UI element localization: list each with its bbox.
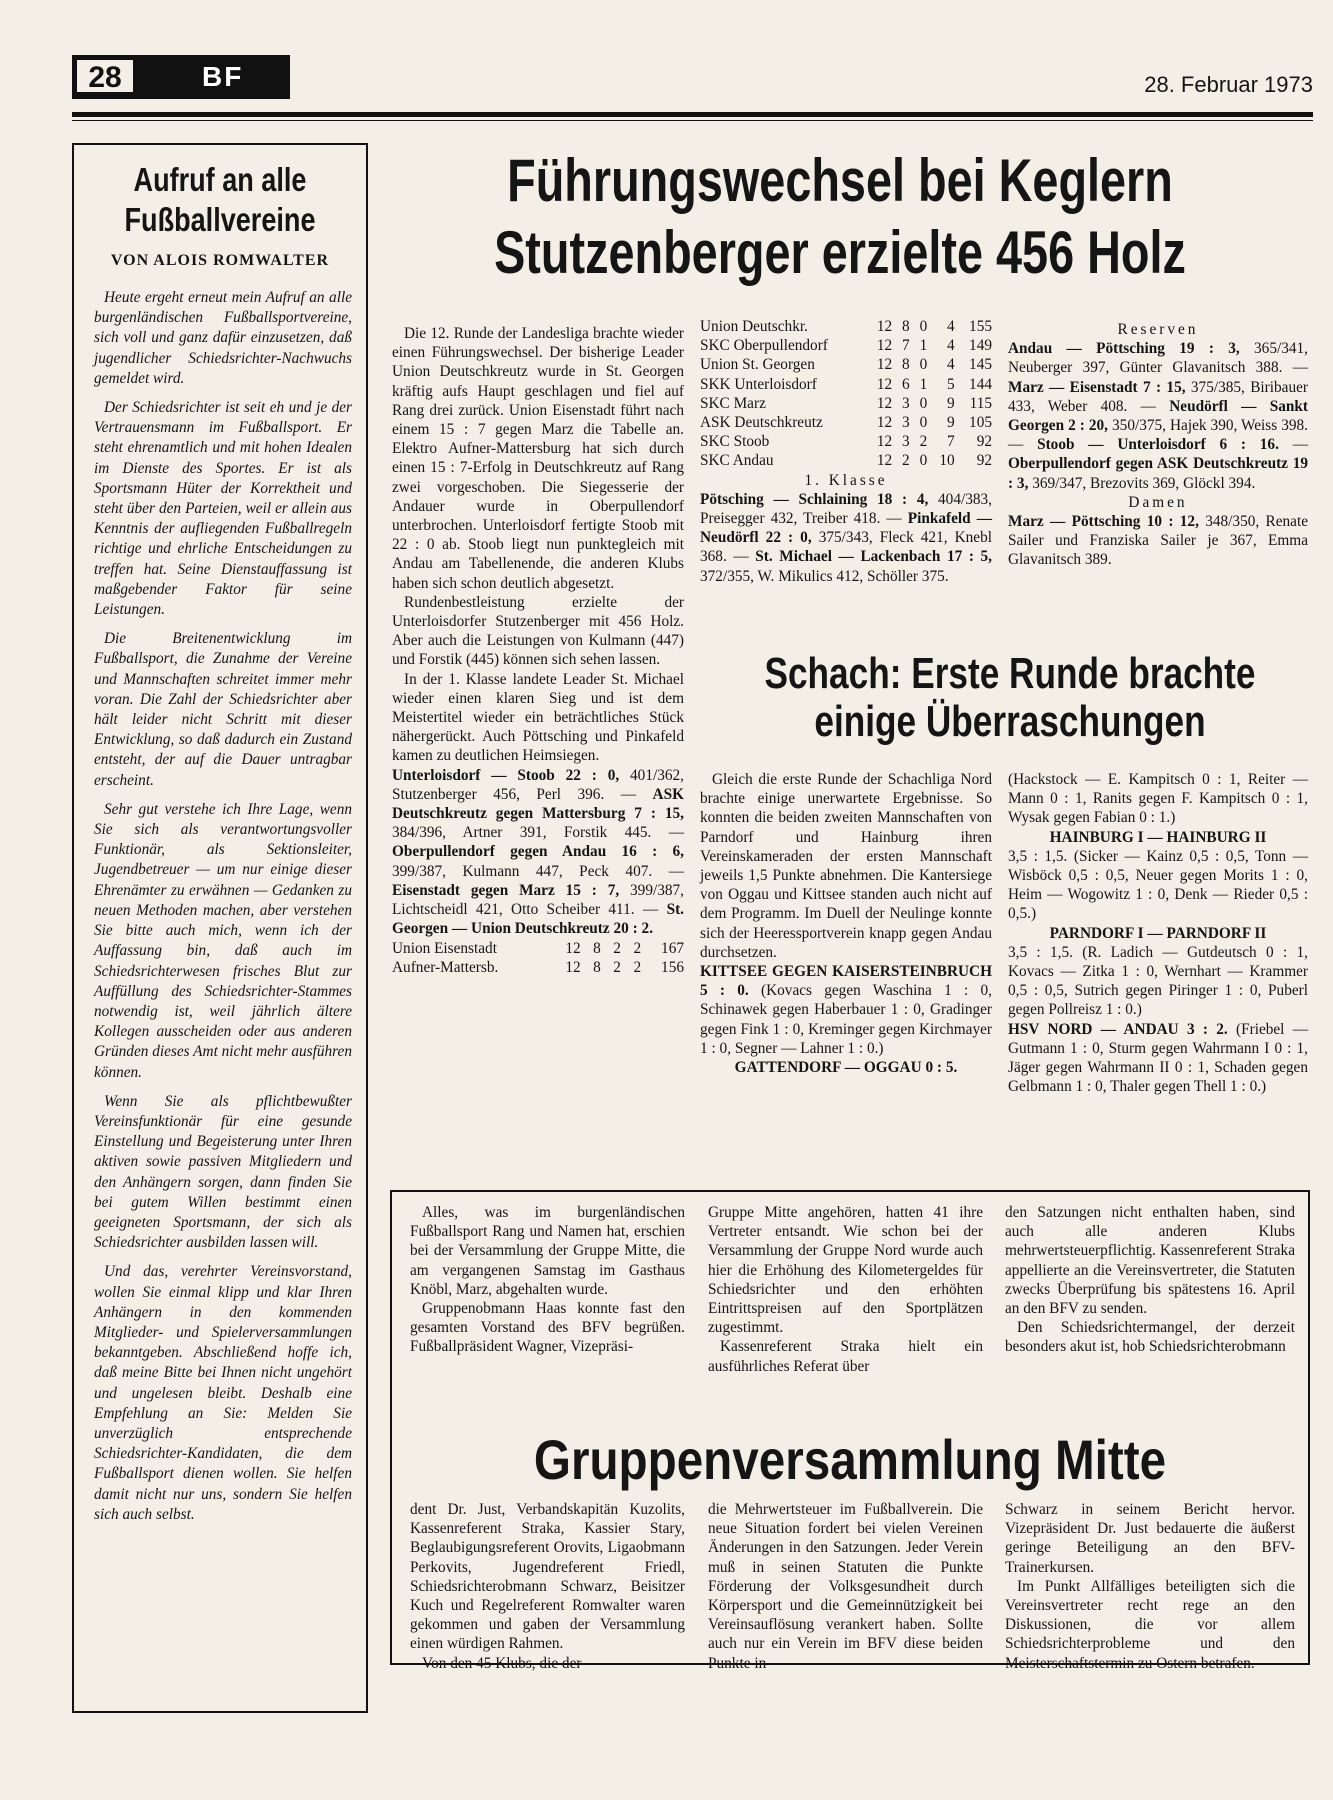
points: 92: [976, 433, 992, 451]
team-name: SKK Unterloisdorf: [700, 375, 817, 393]
aufruf-paragraph: Und das, verehrter Vereinsvorstand, wollen Sie einmal klipp und klar Ihren Anhängern in den kommenden Mitglieder- und Spielerversammlungen bekanntgeben. Abschließend hoffe ich, daß meine Bitte bei Ihnen nicht ungehört und ungelesen bleibt. Deshalb eine Empfehlung an Sie: Melden Sie unverzüglich entsprechende Schiedsrichter-Kandidaten, die dem Fußballsport dienen wollen. Sie helfen damit nicht nur uns, sondern Sie helfen sich auch selbst.: [94, 1263, 352, 1523]
schach-column-1: [700, 770, 992, 1077]
schach-hainburg-heading: HAINBURG I — HAINBURG II: [1049, 828, 1267, 846]
result-detail: 401/362, Stutzenberger 456, Perl 396. —: [392, 766, 684, 803]
points: 167: [661, 939, 684, 957]
result-match: Pinkafeld — Neudörfl 22 : 0,: [700, 510, 992, 547]
section-label: BF: [202, 61, 244, 92]
result-detail: 375/385, Biribauer 433, Weber 408. —: [1008, 378, 1308, 415]
schach-gattendorf-detail: (Hackstock — E. Kampitsch 0 : 1, Reiter — Mann 0 : 1, Ranits gegen F. Kampitsch 0 : 1, Wysak gegen Fabian 0 : 1.): [1008, 771, 1308, 827]
aufruf-author: VON ALOIS ROMWALTER: [110, 252, 330, 269]
wins: 8: [593, 939, 601, 957]
games: 12: [876, 318, 893, 335]
games: 12: [876, 394, 893, 412]
points: 155: [969, 318, 992, 335]
draws: 0: [919, 318, 928, 335]
table-row: [700, 317, 992, 336]
page-header-block: [72, 55, 290, 99]
result-match: Marz — Pöttsching 10 : 12,: [1008, 513, 1199, 531]
result-detail: 375/343, Fleck 421, Knebl 368. —: [700, 529, 992, 566]
result-match: Pötsching — Schlaining 18 : 4,: [700, 490, 929, 508]
schach-parndorf-heading: PARNDORF I — PARNDORF II: [1049, 924, 1267, 942]
result-match: Neudörfl — Sankt Georgen 2 : 20,: [1008, 397, 1308, 435]
games: 12: [876, 433, 893, 451]
table-row: [700, 394, 992, 413]
schach-parndorf-detail: 3,5 : 1,5. (R. Ladich — Gutdeutsch 0 : 1, Kovacs — Zitka 1 : 0, Wernhart — Krammer 0,5 : 0,5, Sutrich gegen Piringer 1 : 0, Puberl gegen Pollreisz 1 : 0.): [1008, 943, 1308, 1019]
kegeln-column-3: [1008, 320, 1308, 570]
result-match: Oberpullendorf gegen ASK Deutschkreutz 19 : 3,: [1008, 455, 1308, 492]
games: 12: [565, 939, 581, 957]
losses: 9: [947, 414, 955, 432]
points: 105: [969, 414, 992, 432]
wins: 2: [902, 452, 910, 470]
result-detail: —: [1278, 436, 1308, 454]
gruppe-paragraph: Kassenreferent Straka hielt ein ausführliches Referat über: [708, 1338, 983, 1375]
kegeln-paragraph: Die 12. Runde der Landesliga brachte wieder einen Führungswechsel. Der bisherige Leader Union Deutschkreutz wurde in St. Georgen kräftig aufs Haupt geschlagen und fiel auf Rang drei zurück. Union Eisenstadt führt nach einem 15 : 7 gegen Marz die Tabelle an. Elektro Aufner-Mattersburg hat sich durch einen 15 : 7-Erfolg in Deutschkreutz auf Rang zwei vorgeschoben. Die Siegesserie der Andauer wurde in Oberpullendorf unterbrochen. Unterloisdorf fertigte Stoob mit 22 : 0 ab. Stoob liegt nun punktegleich mit Andau am Tabellenende, die anderen Klubs haben sich schon deutlich abgesetzt.: [392, 325, 684, 592]
result-detail: 369/347, Brezovits 369, Glöckl 394.: [1028, 474, 1256, 492]
wins: 6: [902, 375, 910, 393]
aufruf-paragraph: Sehr gut verstehe ich Ihre Lage, wenn Sie sich als verantwortungsvoller Funktionär, als Sektionsleiter, Jugendbetreuer — um nur einige dieser Ehrenämter zu erwähnen — Gedanken zu neuen Methoden machen, aber verstehen Sie bitte auch mich, wenn ich der Auffassung bin, daß auch im Schiedsrichterwesen frisches Blut zur Auffüllung des Schiedsrichter-Stammes notwendig ist, weil jährlich ältere Kollegen ausscheiden oder aus anderen Gründen dieses Amt nicht mehr ausführen können.: [94, 800, 352, 1081]
schach-column-2: [1008, 770, 1308, 1096]
issue-date: 28. Februar 1973: [1144, 72, 1313, 97]
points: 144: [969, 375, 992, 393]
aufruf-paragraph: Wenn Sie als pflichtbewußter Vereinsfunktionär für eine gesunde Einstellung und Begeisterung unter Ihren aktiven sowie passiven Mitgliedern und den Anhängern sorgen, dann finden Sie bei gutem Willen bestimmt einen geeigneten Sportsmann, der sich als Schiedsrichter ausbilden lassen will.: [94, 1092, 352, 1252]
losses: 4: [947, 318, 955, 335]
match-detail: (Kovacs gegen Waschina 1 : 0, Schinawek gegen Haberbauer 1 : 0, Gradinger gegen Fink 1 : 0, Kreminger gegen Kirchmayer 1 : 0, Segner — Lahner 1 : 0.): [700, 982, 992, 1057]
losses: 4: [947, 337, 955, 355]
losses: 4: [947, 356, 955, 374]
kegeln-paragraph: In der 1. Klasse landete Leader St. Michael wieder einen klaren Sieg und ist dem Meistertitel wieder ein beträchtliches Stück nähergerückt. Auch Pöttsching und Pinkafeld kamen zu deutlichen Heimsiegen.: [392, 670, 684, 765]
reserven-heading: Reserven: [1117, 321, 1199, 338]
schach-gattendorf-heading: GATTENDORF — OGGAU 0 : 5.: [734, 1059, 958, 1077]
wins: 3: [902, 414, 910, 432]
aufruf-title: Aufruf an alle Fußballvereine: [124, 161, 316, 238]
result-detail: 372/355, W. Mikulics 412, Schöller 375.: [700, 567, 949, 585]
result-match: St. Georgen — Union Deutschkreutz 20 : 2.: [392, 901, 684, 938]
reserven-results: [1008, 339, 1308, 493]
games: 12: [876, 414, 893, 432]
match-detail: (Friebel — Gutmann 1 : 0, Sturm gegen Wahrmann I 0 : 1, Jäger gegen Wahrmann II 0 : 1, Schaden gegen Gelbmann 1 : 0, Thaler gegen Thell 1 : 0.): [1008, 1020, 1308, 1096]
kegeln-paragraph: Rundenbestleistung erzielte der Unterloisdorfer Stutzenberger mit 456 Holz. Aber auch die Leistungen von Kulmann (447) und Forstik (445) können sich sehen lassen.: [392, 593, 684, 669]
schach-kittsee: [700, 962, 992, 1058]
schach-hsv: [1008, 1020, 1308, 1097]
result-detail: 404/383, Preisegger 432, Treiber 418. —: [700, 490, 993, 528]
gruppe-paragraph: Alles, was im burgenländischen Fußballsport Rang und Namen hat, erschien bei der Versammlung der Gruppe Mitte, die am vergangenen Samstag im Gasthaus Knöbl, Marz, abgehalten wurde.: [410, 1204, 685, 1298]
kegeln-headline-line2: Stutzenberger erzielte 456 Holz: [494, 219, 1186, 286]
points: 115: [969, 394, 992, 412]
gruppe-paragraph: den Satzungen nicht enthalten haben, sind auch alle anderen Klubs mehrwertsteuerpflichtig. Kassenreferent Straka appellierte an die Vereinsvertreter, die Statuten zwecks Überprüfung bis spätestens 16. April an den BFV zu senden.: [1005, 1204, 1295, 1318]
gruppe-paragraph: die Mehrwertsteuer im Fußballverein. Die neue Situation fordert bei vielen Vereinen Änderungen in den Satzungen. Jeder Verein muß in seinen Statuten die Punkte Förderung der Volksgesundheit durch Körpersport und die Gemeinnützigkeit bei Vereinsauflösung verankert haben. Sollte auch nur ein Verein im BFV diese beiden Punkte in: [708, 1501, 983, 1672]
gruppe-paragraph: dent Dr. Just, Verbandskapitän Kuzolits, Kassenreferent Straka, Kassier Stary, Beglaubigungsreferent Orovits, Ligaobmann Perkovits, Jugendreferent Friedl, Schiedsrichterobmann Schwarz, Beisitzer Kuch und Regelreferent Romwalter waren gekommen und gaben der Versammlung einen würdigen Rahmen.: [410, 1501, 685, 1653]
draws: 0: [919, 356, 928, 374]
losses: 5: [947, 375, 955, 393]
gruppe-paragraph: Von den 45 Klubs, die der: [422, 1654, 582, 1672]
match-heading: HSV NORD — ANDAU 3 : 2.: [1008, 1020, 1228, 1038]
team-name: SKC Andau: [700, 452, 774, 470]
kegeln-column-2: [700, 317, 992, 586]
table-row: [700, 355, 992, 374]
wins: 8: [902, 356, 910, 374]
wins: 7: [902, 337, 910, 355]
gruppe-paragraph: Schwarz in seinem Bericht hervor. Vizepräsident Dr. Just bedauerte die äußerst geringe Beteiligung an den BFV-Trainerkursen.: [1005, 1501, 1295, 1576]
table-row: [700, 336, 992, 355]
team-name: Union Deutschkr.: [700, 318, 808, 335]
points: 156: [661, 958, 684, 976]
draws: 0: [919, 414, 928, 432]
standings-table-part1: [392, 939, 684, 977]
kegeln-column-1: [392, 324, 684, 977]
table-row: [392, 939, 684, 958]
aufruf-paragraph: Heute ergeht erneut mein Aufruf an alle burgenländischen Fußballsportvereine, sich voll und ganz dafür einzusetzen, daß jugendlicher Schiedsrichter-Nachwuchs gemeldet wird.: [94, 289, 352, 387]
gruppe-paragraph: Den Schiedsrichtermangel, der derzeit besonders akut ist, hob Schiedsrichterobmann: [1005, 1319, 1295, 1356]
result-detail: 365/341, Neuberger 397, Günter Glavanitsch 388. —: [1008, 340, 1308, 377]
gruppe-paragraph: Gruppe Mitte angehören, hatten 41 ihre Vertreter entsandt. Wie schon bei der Versammlung der Gruppe Nord wurde auch hier die Erhöhung des Kilometergeldes für Schiedsrichter und den erhöhten Eintrittspreisen auf den Sportplätzen zugestimmt.: [708, 1204, 983, 1337]
team-name: SKC Marz: [700, 394, 766, 412]
draws: 0: [919, 394, 928, 412]
draws: 0: [919, 452, 928, 470]
standings-table-part2: [700, 317, 992, 471]
points: 145: [969, 356, 992, 374]
gruppe-lower-col-1: [410, 1500, 685, 1673]
gruppe-lower-col-2: [708, 1500, 983, 1673]
result-detail: 350/375, Hajek 390, Weiss 398. —: [1008, 417, 1308, 454]
result-detail: 384/396, Artner 391, Forstik 445. —: [392, 824, 684, 842]
points: 149: [969, 337, 992, 355]
match-heading: KITTSEE GEGEN KAISERSTEINBRUCH 5 : 0.: [700, 963, 992, 1000]
result-detail: 348/350, Renate Sailer und Franziska Sailer je 367, Emma Glavanitsch 389.: [1008, 513, 1308, 569]
draws: 2: [613, 939, 621, 957]
result-match: Unterloisdorf — Stoob 22 : 0,: [392, 766, 620, 784]
draws: 1: [919, 375, 928, 393]
team-name: Union St. Georgen: [700, 356, 815, 374]
kegeln-headline-line1: Führungswechsel bei Keglern: [507, 147, 1173, 214]
result-match: Stoob — Unterloisdorf 6 : 16.: [1037, 436, 1279, 454]
kegeln-results: [392, 766, 684, 939]
result-detail: 399/387, Kulmann 447, Peck 407. —: [392, 862, 684, 880]
result-detail: 399/387, Lichtscheidl 421, Otto Scheiber 411. —: [392, 881, 684, 919]
klasse1-heading: 1. Klasse: [804, 471, 888, 489]
losses: 7: [947, 433, 955, 451]
games: 12: [876, 452, 893, 470]
damen-results: [1008, 512, 1308, 570]
aufruf-body: [94, 288, 352, 1534]
table-row: [700, 432, 992, 451]
header-rule: [72, 112, 1313, 117]
losses: 9: [947, 394, 955, 412]
team-name: Aufner-Mattersb.: [392, 958, 499, 976]
gruppe-paragraph: Im Punkt Allfälliges beteiligten sich die Vereinsvertreter recht rege an den Diskussionen, die vor allem Schiedsrichterprobleme und den Meisterschaftstermin zu Ostern betrafen.: [1005, 1577, 1295, 1672]
gruppe-upper-col-1: [410, 1203, 685, 1357]
result-match: St. Michael — Lackenbach 17 : 5,: [755, 548, 992, 566]
table-row: [392, 958, 684, 977]
draws: 1: [919, 337, 928, 355]
gruppe-upper-col-2: [708, 1203, 983, 1376]
result-match: Eisenstadt gegen Marz 15 : 7,: [392, 881, 620, 899]
points: 92: [976, 452, 992, 470]
result-match: Oberpullendorf gegen Andau 16 : 6,: [392, 843, 684, 861]
result-match: ASK Deutschkreutz gegen Mattersburg 7 : 15,: [392, 785, 684, 823]
schach-intro: Gleich die erste Runde der Schachliga Nord brachte einige unerwartete Ergebnisse. So konnten die beiden zweiten Mannschaften von Parndorf und Hainburg ihren Vereinskameraden der ersten Mannschaft jeweils 1,5 Punkte abnehmen. Die Kantersiege von Oggau und Kittsee standen auch nicht auf dem Programm. Im Duell der Neulinge konnte sich der Heeressportverein knapp gegen Andau durchsetzen.: [700, 771, 992, 961]
games: 12: [565, 958, 581, 976]
losses: 10: [939, 452, 955, 470]
gruppe-paragraph: Gruppenobmann Haas konnte fast den gesamten Vorstand des BFV begrüßen. Fußballpräsident Wagner, Vizepräsi-: [410, 1300, 685, 1356]
table-row: [700, 375, 992, 394]
table-row: [700, 451, 992, 470]
schach-headline: Schach: Erste Runde brachte einige Überraschungen: [764, 649, 1256, 746]
losses: 2: [633, 939, 642, 957]
games: 12: [876, 356, 893, 374]
aufruf-paragraph: Der Schiedsrichter ist seit eh und je der Vertrauensmann im Fußballsport. Er steht ehrenamtlich und mit hohen Idealen im Dienste des Sportes. Er ist als Sportsmann Hüter der Korrektheit und steht über den Parteien, weil er allein aus Kenntnis der aufliegenden Fußballregeln richtige und ehrliche Entscheidungen zu treffen hat. Seine Dienstauffassung ist maßgebender Faktor für seine Leistungen.: [94, 399, 352, 619]
kegeln-headline: [466, 145, 1215, 289]
team-name: Union Eisenstadt: [392, 939, 497, 957]
wins: 3: [902, 433, 910, 451]
gruppe-headline: Gruppenversammlung Mitte: [461, 1430, 1240, 1490]
klasse1-results: [700, 490, 992, 586]
damen-heading: Damen: [1128, 493, 1188, 511]
gruppe-upper-col-3: [1005, 1203, 1295, 1357]
losses: 2: [633, 958, 642, 976]
team-name: ASK Deutschkreutz: [700, 414, 823, 432]
draws: 2: [613, 958, 621, 976]
team-name: SKC Stoob: [700, 433, 770, 451]
result-match: Andau — Pöttsching 19 : 3,: [1008, 340, 1240, 358]
wins: 8: [593, 958, 601, 976]
aufruf-paragraph: Die Breitenentwicklung im Fußballsport, die Zunahme der Vereine und Mannschaften schreitet immer mehr voran. Die Zahl der Schiedsrichter aber hält leider nicht Schritt mit dieser Entwicklung, so daß dadurch ein Zustand entsteht, der auf die Dauer untragbar erscheint.: [94, 630, 352, 789]
result-match: Marz — Eisenstadt 7 : 15,: [1008, 378, 1186, 396]
games: 12: [876, 337, 893, 355]
games: 12: [876, 375, 893, 393]
team-name: SKC Oberpullendorf: [700, 337, 828, 355]
gruppe-lower-col-3: [1005, 1500, 1295, 1673]
table-row: [700, 413, 992, 432]
page-number: 28: [75, 58, 135, 94]
wins: 8: [902, 318, 910, 335]
header-rule-thin: [72, 120, 1313, 121]
draws: 2: [919, 433, 928, 451]
schach-hainburg-detail: 3,5 : 1,5. (Sicker — Kainz 0,5 : 0,5, Tonn — Wisböck 0,5 : 0,5, Neuer gegen Morits 1 : 0, Heim — Wogowitz 1 : 0, Denk — Rieder 0,5 : 0,5.): [1008, 847, 1308, 923]
wins: 3: [902, 394, 910, 412]
